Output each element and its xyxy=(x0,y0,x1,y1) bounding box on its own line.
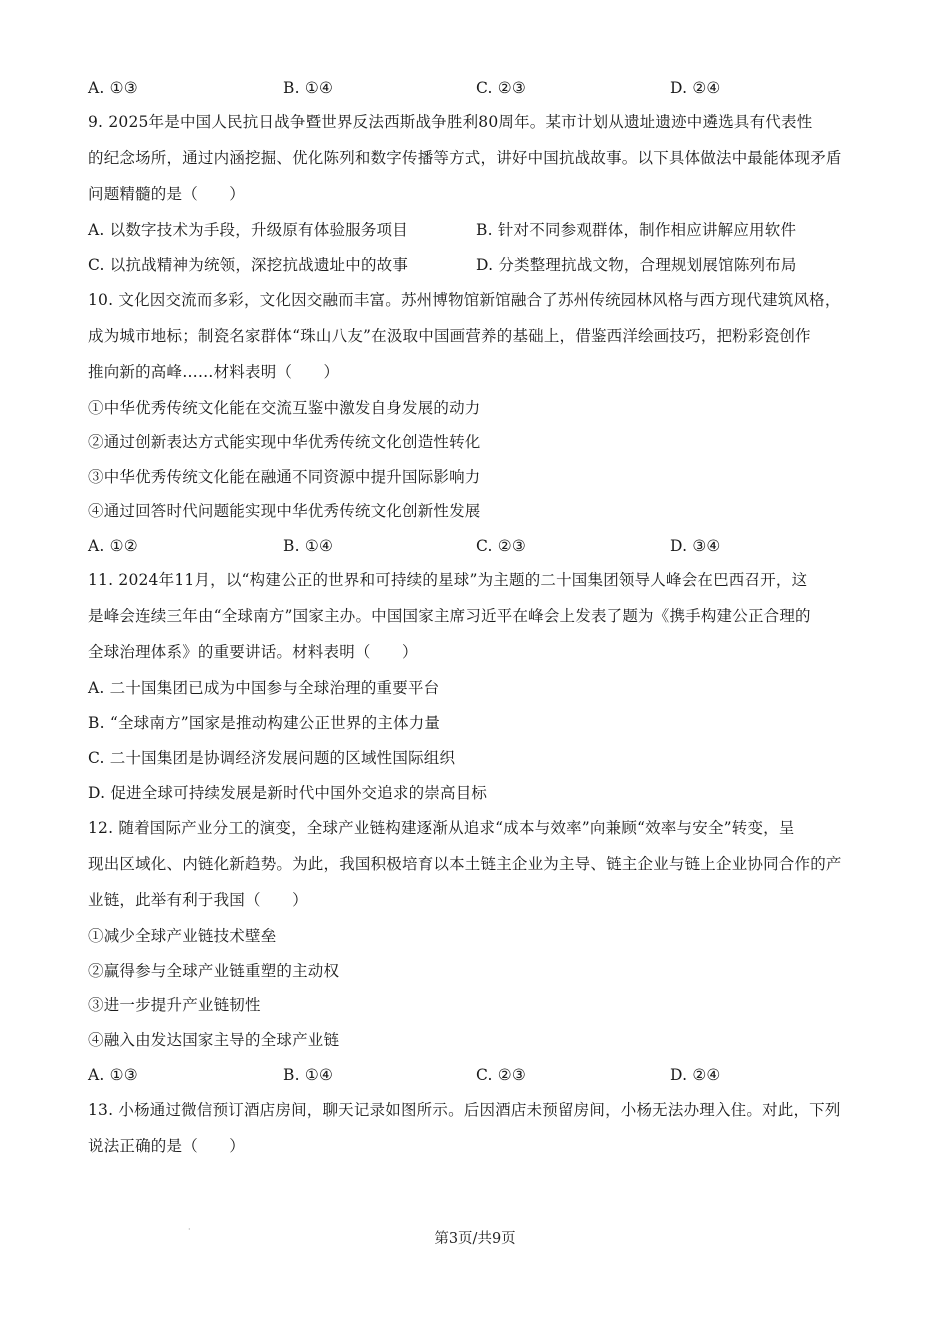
q8-options-row xyxy=(88,78,864,100)
q8-option-c: C. ②③ xyxy=(476,79,526,97)
q10-option-b: B. ①④ xyxy=(283,537,334,555)
q8-option-a: A. ①③ xyxy=(88,79,138,97)
q12-stem-line-2: 现出区域化、内链化新趋势。为此，我国积极培育以本土链主企业为主导、链主企业与链上企业协同合作的产 xyxy=(88,855,842,873)
q8-option-d: D. ②④ xyxy=(670,79,721,97)
q9-option-a: A. 以数字技术为手段，升级原有体验服务项目 xyxy=(88,221,408,239)
q11-stem-line-3: 全球治理体系》的重要讲话。材料表明（ ） xyxy=(88,643,418,661)
q11-stem-line-2: 是峰会连续三年由“全球南方”国家主办。中国国家主席习近平在峰会上发表了题为《携手构建公正合理的 xyxy=(88,607,811,625)
q10-stem-line-2: 成为城市地标；制瓷名家群体“珠山八友”在汲取中国画营养的基础上，借鉴西洋绘画技巧，把粉彩瓷创作 xyxy=(88,327,811,345)
q9-stem-line-1: 9. 2025年是中国人民抗日战争暨世界反法西斯战争胜利80周年。某市计划从遗址遗迹中遴选具有代表性 xyxy=(88,113,813,131)
q9-options-row-2 xyxy=(88,255,864,277)
q9-options-row-1 xyxy=(88,220,864,242)
q12-option-a: A. ①③ xyxy=(88,1066,138,1084)
q12-option-d: D. ②④ xyxy=(670,1066,721,1084)
q10-options-row xyxy=(88,536,864,558)
q10-stem-line-1: 10. 文化因交流而多彩，文化因交融而丰富。苏州博物馆新馆融合了苏州传统园林风格与西方现代建筑风格， xyxy=(88,291,841,309)
q11-option-a: A. 二十国集团已成为中国参与全球治理的重要平台 xyxy=(88,679,440,697)
q9-stem-line-3: 问题精髓的是（ ） xyxy=(88,185,246,203)
q11-option-d: D. 促进全球可持续发展是新时代中国外交追求的崇高目标 xyxy=(88,784,488,802)
q11-stem-line-1: 11. 2024年11月，以“构建公正的世界和可持续的星球”为主题的二十国集团领导人峰会在巴西召开，这 xyxy=(88,571,808,589)
q9-option-b: B. 针对不同参观群体，制作相应讲解应用软件 xyxy=(476,221,797,239)
q8-option-b: B. ①④ xyxy=(283,79,334,97)
q12-stem-line-1: 12. 随着国际产业分工的演变，全球产业链构建逐渐从追求“成本与效率”向兼顾“效率与安全”转变，呈 xyxy=(88,819,795,837)
q9-stem-line-2: 的纪念场所，通过内涵挖掘、优化陈列和数字传播等方式，讲好中国抗战故事。以下具体做法中最能体现矛盾 xyxy=(88,149,842,167)
q10-stem-line-3: 推向新的高峰……材料表明（ ） xyxy=(88,363,340,381)
q10-option-a: A. ①② xyxy=(88,537,138,555)
page-number: 第3页/共9页 xyxy=(434,1231,516,1247)
q9-option-d: D. 分类整理抗战文物，合理规划展馆陈列布局 xyxy=(476,256,797,274)
q11-option-b: B. “全球南方”国家是推动构建公正世界的主体力量 xyxy=(88,714,441,732)
q12-stem-line-3: 业链，此举有利于我国（ ） xyxy=(88,891,308,909)
q12-item-4: ④融入由发达国家主导的全球产业链 xyxy=(88,1031,340,1049)
q13-stem-line-2: 说法正确的是（ ） xyxy=(88,1137,246,1155)
q10-option-d: D. ③④ xyxy=(670,537,721,555)
q12-item-2: ②赢得参与全球产业链重塑的主动权 xyxy=(88,962,340,980)
q12-item-1: ①减少全球产业链技术壁垒 xyxy=(88,927,277,945)
q10-item-3: ③中华优秀传统文化能在融通不同资源中提升国际影响力 xyxy=(88,468,481,486)
q12-option-c: C. ②③ xyxy=(476,1066,526,1084)
q10-item-2: ②通过创新表达方式能实现中华优秀传统文化创造性转化 xyxy=(88,433,481,451)
q12-item-3: ③进一步提升产业链韧性 xyxy=(88,996,261,1014)
q9-option-c: C. 以抗战精神为统领，深挖抗战遗址中的故事 xyxy=(88,256,409,274)
q11-option-c: C. 二十国集团是协调经济发展问题的区域性国际组织 xyxy=(88,749,456,767)
q12-option-b: B. ①④ xyxy=(283,1066,334,1084)
q10-item-4: ④通过回答时代问题能实现中华优秀传统文化创新性发展 xyxy=(88,502,481,520)
q10-item-1: ①中华优秀传统文化能在交流互鉴中激发自身发展的动力 xyxy=(88,399,481,417)
footer-dot: · xyxy=(188,1225,191,1234)
q13-stem-line-1: 13. 小杨通过微信预订酒店房间，聊天记录如图所示。后因酒店未预留房间，小杨无法办理入住。对此，下列 xyxy=(88,1101,841,1119)
q12-options-row xyxy=(88,1065,864,1087)
q10-option-c: C. ②③ xyxy=(476,537,526,555)
